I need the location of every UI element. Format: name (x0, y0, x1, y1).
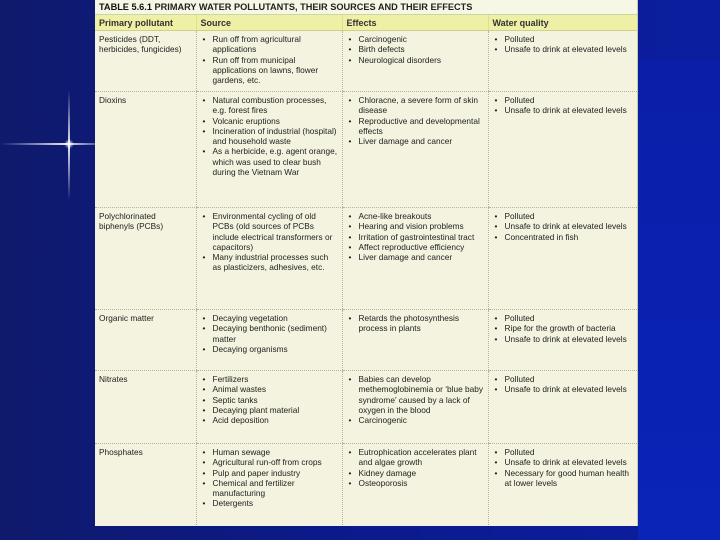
source-list (201, 95, 338, 177)
water-quality-item: • Polluted (493, 211, 634, 221)
sparkle-decoration-center (64, 139, 74, 149)
pollutant-name-cell: Organic matter (95, 310, 196, 371)
water-quality-item: • Necessary for good human health at lower levels (493, 468, 634, 489)
effect-item: • Carcinogenic (347, 34, 484, 44)
table-row (95, 371, 637, 444)
effects-list (347, 95, 484, 146)
water-quality-item: • Polluted (493, 447, 634, 457)
effect-item: • Affect reproductive efficiency (347, 242, 484, 252)
pollutant-name-cell: Dioxins (95, 92, 196, 208)
source-list-cell (196, 444, 342, 527)
header-primary-pollutant: Primary pollutant (95, 15, 196, 31)
effect-item: • Hearing and vision problems (347, 221, 484, 231)
water-quality-cell (488, 310, 637, 371)
water-quality (493, 313, 634, 344)
effects-list (347, 447, 484, 488)
water-quality-item: • Polluted (493, 313, 634, 323)
source-item: • Fertilizers (201, 374, 338, 384)
water-quality-cell (488, 208, 637, 310)
water-quality-item: • Unsafe to drink at elevated levels (493, 221, 634, 231)
pollutants-table (95, 15, 637, 526)
effects-list (347, 34, 484, 65)
table-row (95, 92, 637, 208)
effect-item: • Liver damage and cancer (347, 252, 484, 262)
background-accent-strip (638, 60, 720, 540)
source-item: • Incineration of industrial (hospital) and household waste (201, 126, 338, 147)
water-quality-item: • Polluted (493, 95, 634, 105)
water-quality-item: • Polluted (493, 374, 634, 384)
source-item: • Agricultural run-off from crops (201, 457, 338, 467)
effects-list-cell (342, 444, 488, 527)
source-list (201, 34, 338, 85)
effect-item: • Neurological disorders (347, 55, 484, 65)
effect-item: • Osteoporosis (347, 478, 484, 488)
source-item: • Decaying plant material (201, 405, 338, 415)
source-list-cell (196, 92, 342, 208)
source-item: • Decaying benthonic (sediment) matter (201, 323, 338, 344)
source-item: • Acid deposition (201, 415, 338, 425)
table-row (95, 444, 637, 527)
source-item: • Run off from municipal applications on lawns, flower gardens, etc. (201, 55, 338, 86)
source-list (201, 211, 338, 273)
source-item: • Septic tanks (201, 395, 338, 405)
effect-item: • Carcinogenic (347, 415, 484, 425)
effect-item: • Eutrophication accelerates plant and algae growth (347, 447, 484, 468)
pollutant-name-cell: Phosphates (95, 444, 196, 527)
source-item: • As a herbicide, e.g. agent orange, which was used to clear bush during the Vietnam War (201, 146, 338, 177)
water-quality-item: • Concentrated in fish (493, 232, 634, 242)
effects-list-cell (342, 31, 488, 92)
source-list-cell (196, 371, 342, 444)
table-caption (95, 0, 637, 15)
effects-list-cell (342, 371, 488, 444)
header-water-quality: Water quality (488, 15, 637, 31)
table-number: TABLE 5.6.1 (99, 2, 152, 12)
source-list-cell (196, 31, 342, 92)
table-body (95, 31, 637, 527)
table-row (95, 31, 637, 92)
source-item: • Chemical and fertilizer manufacturing (201, 478, 338, 499)
table-row (95, 310, 637, 371)
source-item: • Many industrial processes such as plasticizers, adhesives, etc. (201, 252, 338, 273)
source-item: • Run off from agricultural applications (201, 34, 338, 55)
effect-item: • Acne-like breakouts (347, 211, 484, 221)
source-list (201, 447, 338, 509)
water-quality-cell (488, 31, 637, 92)
header-source: Source (196, 15, 342, 31)
pollutant-name-cell: Nitrates (95, 371, 196, 444)
water-quality-item: • Unsafe to drink at elevated levels (493, 457, 634, 467)
water-quality-item: • Unsafe to drink at elevated levels (493, 334, 634, 344)
water-quality-cell (488, 444, 637, 527)
effect-item: • Liver damage and cancer (347, 136, 484, 146)
pollutant-name-cell: Pesticides (DDT, herbicides, fungicides) (95, 31, 196, 92)
effects-list-cell (342, 208, 488, 310)
source-item: • Volcanic eruptions (201, 116, 338, 126)
effects-list-cell (342, 310, 488, 371)
source-item: • Decaying organisms (201, 344, 338, 354)
effect-item: • Birth defects (347, 44, 484, 54)
source-list-cell (196, 310, 342, 371)
water-quality-item: • Unsafe to drink at elevated levels (493, 44, 634, 54)
effect-item: • Retards the photosynthesis process in plants (347, 313, 484, 334)
effect-item: • Chloracne, a severe form of skin disease (347, 95, 484, 116)
document-page (95, 0, 638, 526)
water-quality-item: • Polluted (493, 34, 634, 44)
water-quality (493, 34, 634, 55)
source-item: • Environmental cycling of old PCBs (old sources of PCBs include electrical transformers or capacitors) (201, 211, 338, 252)
effect-item: • Kidney damage (347, 468, 484, 478)
effect-item: • Reproductive and developmental effects (347, 116, 484, 137)
source-item: • Natural combustion processes, e.g. forest fires (201, 95, 338, 116)
water-quality (493, 211, 634, 242)
source-item: • Animal wastes (201, 384, 338, 394)
effects-list (347, 211, 484, 262)
water-quality-item: • Unsafe to drink at elevated levels (493, 384, 634, 394)
water-quality (493, 447, 634, 488)
effects-list-cell (342, 92, 488, 208)
effect-item: • Irritation of gastrointestinal tract (347, 232, 484, 242)
water-quality (493, 374, 634, 395)
water-quality (493, 95, 634, 116)
source-item: • Human sewage (201, 447, 338, 457)
water-quality-cell (488, 371, 637, 444)
sparkle-decoration-horizontal (0, 143, 110, 145)
table-header-row (95, 15, 637, 31)
source-item: • Decaying vegetation (201, 313, 338, 323)
table-row (95, 208, 637, 310)
pollutant-name-cell: Polychlorinated biphenyls (PCBs) (95, 208, 196, 310)
source-list (201, 374, 338, 425)
table-title: PRIMARY WATER POLLUTANTS, THEIR SOURCES AND THEIR EFFECTS (154, 2, 473, 12)
header-effects: Effects (342, 15, 488, 31)
source-item: • Pulp and paper industry (201, 468, 338, 478)
water-quality-cell (488, 92, 637, 208)
source-list (201, 313, 338, 354)
water-quality-item: • Ripe for the growth of bacteria (493, 323, 634, 333)
source-list-cell (196, 208, 342, 310)
water-quality-item: • Unsafe to drink at elevated levels (493, 105, 634, 115)
effects-list (347, 374, 484, 425)
source-item: • Detergents (201, 498, 338, 508)
effects-list (347, 313, 484, 334)
effect-item: • Babies can develop methemoglobinemia or ‘blue baby syndrome’ caused by a lack of oxygen in the blood (347, 374, 484, 415)
